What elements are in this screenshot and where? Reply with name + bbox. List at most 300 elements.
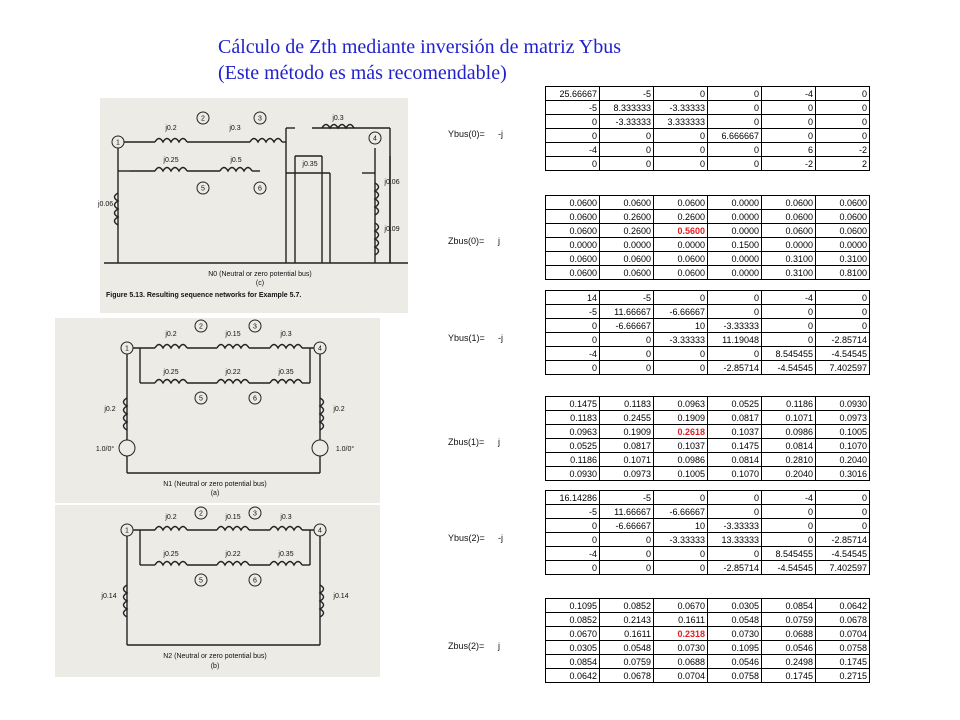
- matrix-cell: -4: [762, 491, 816, 505]
- slide-title: [218, 34, 621, 86]
- matrix-cell: 0.1611: [654, 613, 708, 627]
- matrix-cell: 0.2600: [600, 210, 654, 224]
- matrix-cell: 0: [762, 115, 816, 129]
- matrix-cell: 0: [816, 319, 870, 333]
- branch-label: j0.35: [278, 551, 294, 558]
- matrix-cell: 0.8100: [816, 266, 870, 280]
- matrix-row: [546, 266, 870, 280]
- matrix-cell: 0.1071: [600, 453, 654, 467]
- matrix-cell: 0: [708, 505, 762, 519]
- matrix-row: [546, 361, 870, 375]
- matrix-cell: 0: [546, 361, 600, 375]
- matrix-cell: 0.0000: [762, 238, 816, 252]
- matrix-cell: 2: [816, 157, 870, 171]
- matrix-cell: 25.66667: [546, 87, 600, 101]
- matrix-cell: 0.0000: [708, 266, 762, 280]
- matrix-cell: 0.0600: [762, 224, 816, 238]
- node-1: 1: [116, 139, 120, 147]
- branch-label: j0.2: [104, 406, 116, 413]
- matrix-cell: -5: [546, 101, 600, 115]
- matrix-cell: 0: [708, 347, 762, 361]
- matrix-row: [546, 561, 870, 575]
- matrix-cell: 0.0000: [654, 238, 708, 252]
- branch-label: j0.25: [163, 369, 179, 376]
- matrix-cell: 0.0642: [546, 669, 600, 683]
- matrix-cell: 14: [546, 291, 600, 305]
- matrix-cell: 6.666667: [708, 129, 762, 143]
- matrix-cell: 0.0852: [600, 599, 654, 613]
- matrix-cell: 0: [816, 129, 870, 143]
- matrix-cell: 0: [708, 115, 762, 129]
- matrix-cell: 0: [762, 519, 816, 533]
- matrix-cell: 0.3100: [762, 252, 816, 266]
- matrix-cell: -4.54545: [816, 547, 870, 561]
- matrix-label-zbus0: Zbus(0)=: [448, 236, 485, 246]
- matrix-cell: 0.0817: [600, 439, 654, 453]
- branch-label: j0.06: [98, 201, 114, 208]
- matrix-row: [546, 196, 870, 210]
- matrix-cell: -3.33333: [654, 333, 708, 347]
- matrix-cell: 0: [654, 291, 708, 305]
- node-2: 2: [199, 323, 203, 331]
- node-6: 6: [253, 395, 257, 403]
- matrix-cell: -2: [762, 157, 816, 171]
- matrix-cell: 0.2498: [762, 655, 816, 669]
- matrix-cell: 0.2455: [600, 411, 654, 425]
- branch-label: j0.2: [333, 406, 345, 413]
- matrix-cell: 0: [762, 101, 816, 115]
- matrix-cell: -3.33333: [708, 519, 762, 533]
- matrix-cell: 0.0704: [654, 669, 708, 683]
- branch-label: j0.35: [278, 369, 294, 376]
- matrix-cell: -3.33333: [600, 115, 654, 129]
- matrix-cell: -3.33333: [708, 319, 762, 333]
- matrix-zbus2: [545, 598, 870, 683]
- matrix-cell: 0.0678: [816, 613, 870, 627]
- title-line-2: (Este método es más recomendable): [218, 62, 507, 84]
- matrix-row: [546, 641, 870, 655]
- matrix-cell: -6.66667: [600, 519, 654, 533]
- matrix-cell: 0.1500: [708, 238, 762, 252]
- matrix-cell: 0.2143: [600, 613, 654, 627]
- matrix-row: [546, 467, 870, 481]
- matrix-cell: 0.0986: [654, 453, 708, 467]
- positive-sequence-diagram: [55, 318, 380, 503]
- matrix-cell: 0.0600: [816, 224, 870, 238]
- positive-sequence-circuit: [55, 318, 380, 503]
- matrix-row: [546, 101, 870, 115]
- matrix-cell: 0.2318: [654, 627, 708, 641]
- matrix-cell: -4.54545: [762, 361, 816, 375]
- branch-label: j0.15: [225, 331, 241, 338]
- matrix-cell: 7.402597: [816, 561, 870, 575]
- matrix-cell: 0.0600: [816, 196, 870, 210]
- matrix-cell: 0: [708, 291, 762, 305]
- matrix-cell: 0: [816, 505, 870, 519]
- branch-label: j0.2: [165, 125, 177, 132]
- matrix-cell: 0.0670: [546, 627, 600, 641]
- matrix-cell: 0: [546, 519, 600, 533]
- matrix-cell: -3.33333: [654, 533, 708, 547]
- matrix-cell: 11.66667: [600, 305, 654, 319]
- matrix-ybus0: [545, 86, 870, 171]
- matrix-row: [546, 425, 870, 439]
- figure-caption: Figure 5.13. Resulting sequence networks for Example 5.7.: [106, 292, 302, 299]
- matrix-cell: 10: [654, 319, 708, 333]
- matrix-row: [546, 224, 870, 238]
- matrix-cell: 0.0000: [708, 210, 762, 224]
- matrix-row: [546, 397, 870, 411]
- matrix-cell: 0.0600: [654, 196, 708, 210]
- matrix-cell: 0.0000: [546, 238, 600, 252]
- matrix-cell: 0.0730: [654, 641, 708, 655]
- matrix-cell: 0.0600: [762, 210, 816, 224]
- branch-label: j0.15: [225, 514, 241, 521]
- matrix-cell: 0: [654, 561, 708, 575]
- matrix-row: [546, 115, 870, 129]
- title-line-1: Cálculo de Zth mediante inversión de matriz Ybus: [218, 36, 622, 58]
- matrix-cell: 0.2618: [654, 425, 708, 439]
- matrix-cell: 0.0000: [708, 196, 762, 210]
- matrix-row: [546, 627, 870, 641]
- node-3: 3: [258, 115, 262, 123]
- matrix-cell: 16.14286: [546, 491, 600, 505]
- matrix-cell: 0.0814: [762, 439, 816, 453]
- matrix-cell: 0: [816, 87, 870, 101]
- matrix-cell: 0: [654, 547, 708, 561]
- node-6: 6: [253, 577, 257, 585]
- matrix-cell: -5: [546, 505, 600, 519]
- matrix-cell: 0: [654, 347, 708, 361]
- matrix-row: [546, 87, 870, 101]
- matrix-cell: -4: [546, 143, 600, 157]
- branch-label: j0.14: [101, 593, 117, 600]
- matrix-cell: -5: [600, 491, 654, 505]
- matrix-cell: 0.0305: [546, 641, 600, 655]
- matrix-cell: 0.0759: [762, 613, 816, 627]
- matrix-cell: 0.0600: [600, 266, 654, 280]
- branch-label: j0.5: [230, 157, 242, 164]
- matrix-sign-zbus1: j: [498, 437, 500, 447]
- matrix-cell: 0: [816, 305, 870, 319]
- matrix-cell: -2.85714: [708, 361, 762, 375]
- matrix-cell: 0.1745: [816, 655, 870, 669]
- matrix-cell: 0.0854: [762, 599, 816, 613]
- matrix-sign-ybus2: -j: [498, 533, 503, 543]
- matrix-cell: 0: [654, 143, 708, 157]
- matrix-cell: -3.33333: [654, 101, 708, 115]
- matrix-row: [546, 305, 870, 319]
- matrix-cell: 0.1095: [708, 641, 762, 655]
- matrix-row: [546, 655, 870, 669]
- matrix-cell: 0.0000: [816, 238, 870, 252]
- matrix-cell: 0.0600: [546, 252, 600, 266]
- matrix-cell: 8.333333: [600, 101, 654, 115]
- matrix-label-ybus0: Ybus(0)=: [448, 129, 485, 139]
- matrix-cell: 0.0642: [816, 599, 870, 613]
- matrix-cell: 0.0963: [546, 425, 600, 439]
- negative-sequence-circuit: [55, 505, 380, 677]
- matrix-cell: 0.1475: [546, 397, 600, 411]
- matrix-row: [546, 453, 870, 467]
- matrix-row: [546, 491, 870, 505]
- matrix-row: [546, 129, 870, 143]
- matrix-row: [546, 613, 870, 627]
- matrix-zbus1: [545, 396, 870, 481]
- matrix-row: [546, 333, 870, 347]
- matrix-cell: 0: [654, 157, 708, 171]
- matrix-cell: 0: [654, 129, 708, 143]
- matrix-cell: 0.0758: [816, 641, 870, 655]
- matrix-cell: 8.545455: [762, 347, 816, 361]
- matrix-cell: 0: [816, 115, 870, 129]
- matrix-cell: 0.1183: [600, 397, 654, 411]
- matrix-cell: 0.2040: [762, 467, 816, 481]
- matrix-row: [546, 519, 870, 533]
- matrix-cell: 0.5600: [654, 224, 708, 238]
- node-4: 4: [318, 527, 322, 535]
- matrix-label-zbus2: Zbus(2)=: [448, 641, 485, 651]
- matrix-cell: 0.0000: [600, 238, 654, 252]
- matrix-cell: 0: [546, 333, 600, 347]
- matrix-cell: 0.1037: [654, 439, 708, 453]
- matrix-cell: 0.0600: [546, 224, 600, 238]
- matrix-row: [546, 319, 870, 333]
- panel-label: (c): [255, 280, 265, 287]
- matrix-cell: 0.3016: [816, 467, 870, 481]
- matrix-cell: 0: [654, 87, 708, 101]
- branch-label: j0.14: [333, 593, 349, 600]
- matrix-cell: 0.0759: [600, 655, 654, 669]
- matrix-cell: 0.0973: [816, 411, 870, 425]
- matrix-cell: 0.1183: [546, 411, 600, 425]
- matrix-cell: 0.1071: [762, 411, 816, 425]
- matrix-zbus0: [545, 195, 870, 280]
- matrix-cell: 0: [546, 533, 600, 547]
- matrix-cell: 0.1909: [600, 425, 654, 439]
- matrix-cell: -5: [546, 305, 600, 319]
- matrix-cell: 0: [708, 491, 762, 505]
- matrix-cell: 0: [762, 319, 816, 333]
- matrix-cell: 0: [600, 347, 654, 361]
- matrix-cell: 0: [546, 129, 600, 143]
- matrix-cell: 0.0000: [708, 252, 762, 266]
- matrix-cell: 0.0600: [654, 252, 708, 266]
- matrix-cell: 0.0600: [600, 252, 654, 266]
- matrix-cell: 0.0678: [600, 669, 654, 683]
- matrix-cell: 0: [546, 157, 600, 171]
- matrix-cell: 0: [762, 129, 816, 143]
- matrix-cell: 0.0600: [654, 266, 708, 280]
- matrix-cell: 0.0730: [708, 627, 762, 641]
- matrix-cell: 0.0600: [762, 196, 816, 210]
- matrix-cell: 0: [600, 547, 654, 561]
- matrix-row: [546, 210, 870, 224]
- matrix-cell: 0.0854: [546, 655, 600, 669]
- matrix-cell: -2: [816, 143, 870, 157]
- matrix-cell: 0.1070: [816, 439, 870, 453]
- matrix-cell: 0: [762, 505, 816, 519]
- matrix-cell: -2.85714: [708, 561, 762, 575]
- matrix-row: [546, 669, 870, 683]
- matrix-cell: 0.3100: [816, 252, 870, 266]
- matrix-cell: 3.333333: [654, 115, 708, 129]
- node-4: 4: [318, 345, 322, 353]
- matrix-cell: 0.1005: [816, 425, 870, 439]
- matrix-cell: 0.0852: [546, 613, 600, 627]
- matrix-cell: 0.0817: [708, 411, 762, 425]
- matrix-row: [546, 547, 870, 561]
- matrix-cell: 0.0973: [600, 467, 654, 481]
- matrix-cell: 0.2600: [654, 210, 708, 224]
- matrix-cell: 0.1909: [654, 411, 708, 425]
- matrix-cell: 0.0000: [708, 224, 762, 238]
- matrix-cell: 0: [600, 561, 654, 575]
- matrix-cell: 0.0600: [816, 210, 870, 224]
- matrix-cell: 0: [600, 533, 654, 547]
- negative-sequence-diagram: [55, 505, 380, 677]
- matrix-cell: -4: [546, 547, 600, 561]
- node-2: 2: [201, 115, 205, 123]
- matrix-cell: 0: [762, 533, 816, 547]
- matrix-cell: 0: [708, 143, 762, 157]
- branch-label: j0.25: [163, 157, 179, 164]
- matrix-cell: -5: [600, 291, 654, 305]
- matrix-cell: 0.0525: [546, 439, 600, 453]
- matrix-cell: 0.0546: [762, 641, 816, 655]
- node-3: 3: [253, 510, 257, 518]
- matrix-cell: 0.1186: [762, 397, 816, 411]
- matrix-ybus1: [545, 290, 870, 375]
- matrix-cell: 0.0963: [654, 397, 708, 411]
- matrix-cell: 0: [546, 319, 600, 333]
- matrix-cell: 0.0670: [654, 599, 708, 613]
- branch-label: j0.22: [225, 551, 241, 558]
- node-5: 5: [201, 185, 205, 193]
- node-5: 5: [199, 395, 203, 403]
- matrix-cell: 0: [600, 157, 654, 171]
- matrix-row: [546, 347, 870, 361]
- matrix-cell: 0.0548: [708, 613, 762, 627]
- matrix-cell: 0: [762, 305, 816, 319]
- matrix-cell: 0.0600: [600, 196, 654, 210]
- matrix-label-ybus1: Ybus(1)=: [448, 333, 485, 343]
- matrix-cell: 0: [816, 491, 870, 505]
- zero-sequence-circuit: [100, 98, 435, 313]
- matrix-cell: 0.2040: [816, 453, 870, 467]
- neutral-label: N0 (Neutral or zero potential bus): [208, 271, 312, 278]
- matrix-cell: 0.1745: [762, 669, 816, 683]
- matrix-cell: 0.1005: [654, 467, 708, 481]
- matrix-cell: 0: [600, 129, 654, 143]
- matrix-cell: 0: [546, 115, 600, 129]
- matrix-cell: 0.0930: [816, 397, 870, 411]
- matrix-ybus2: [545, 490, 870, 575]
- matrix-row: [546, 143, 870, 157]
- matrix-row: [546, 439, 870, 453]
- panel-label: (b): [210, 663, 220, 670]
- matrix-row: [546, 291, 870, 305]
- matrix-cell: 0: [762, 333, 816, 347]
- matrix-cell: -4.54545: [816, 347, 870, 361]
- matrix-row: [546, 505, 870, 519]
- matrix-cell: -4.54545: [762, 561, 816, 575]
- matrix-cell: 0.0758: [708, 669, 762, 683]
- matrix-cell: 0.1037: [708, 425, 762, 439]
- node-4: 4: [373, 135, 377, 143]
- matrix-cell: 0.0688: [654, 655, 708, 669]
- matrix-cell: 8.545455: [762, 547, 816, 561]
- matrix-cell: -5: [600, 87, 654, 101]
- matrix-label-ybus2: Ybus(2)=: [448, 533, 485, 543]
- matrix-cell: -2.85714: [816, 533, 870, 547]
- matrix-cell: -6.66667: [600, 319, 654, 333]
- matrix-cell: 0.1611: [600, 627, 654, 641]
- matrix-cell: 0: [600, 333, 654, 347]
- matrix-cell: 0.0548: [600, 641, 654, 655]
- matrix-cell: 0: [654, 361, 708, 375]
- matrix-cell: -4: [762, 87, 816, 101]
- matrix-cell: -6.66667: [654, 305, 708, 319]
- matrix-cell: 0.1095: [546, 599, 600, 613]
- branch-label: j0.09: [384, 226, 400, 233]
- matrix-cell: 0.0986: [762, 425, 816, 439]
- matrix-cell: 0.3100: [762, 266, 816, 280]
- branch-label: j0.3: [229, 125, 241, 132]
- node-1: 1: [125, 527, 129, 535]
- matrix-sign-zbus0: j: [498, 236, 500, 246]
- matrix-cell: 0: [600, 143, 654, 157]
- matrix-cell: 0.2715: [816, 669, 870, 683]
- branch-label: j0.2: [165, 331, 177, 338]
- node-5: 5: [199, 577, 203, 585]
- matrix-row: [546, 599, 870, 613]
- matrix-cell: 0: [708, 157, 762, 171]
- branch-label: j0.25: [163, 551, 179, 558]
- matrix-cell: 0: [708, 547, 762, 561]
- branch-label: j0.22: [225, 369, 241, 376]
- matrix-cell: -6.66667: [654, 505, 708, 519]
- matrix-cell: 0.0814: [708, 453, 762, 467]
- matrix-cell: 6: [762, 143, 816, 157]
- branch-label: j0.3: [280, 331, 292, 338]
- matrix-cell: 0: [708, 87, 762, 101]
- zero-sequence-diagram: [100, 98, 435, 313]
- matrix-row: [546, 157, 870, 171]
- matrix-row: [546, 533, 870, 547]
- matrix-cell: 7.402597: [816, 361, 870, 375]
- matrix-sign-ybus0: -j: [498, 129, 503, 139]
- matrix-cell: 0.0525: [708, 397, 762, 411]
- matrix-cell: -2.85714: [816, 333, 870, 347]
- branch-label: j0.06: [384, 179, 400, 186]
- matrix-cell: 0: [546, 561, 600, 575]
- matrix-cell: 0.1186: [546, 453, 600, 467]
- matrix-row: [546, 411, 870, 425]
- voltage-source-label: 1.0/0°: [335, 446, 355, 453]
- matrix-cell: 0.0600: [546, 196, 600, 210]
- matrix-cell: 0.2600: [600, 224, 654, 238]
- neutral-label: N1 (Neutral or zero potential bus): [163, 481, 267, 488]
- matrix-cell: 11.19048: [708, 333, 762, 347]
- matrix-cell: 13.33333: [708, 533, 762, 547]
- branch-label: j0.3: [332, 115, 344, 122]
- matrix-cell: 0.1475: [708, 439, 762, 453]
- panel-label: (a): [210, 490, 220, 497]
- matrix-cell: 0.0688: [762, 627, 816, 641]
- voltage-source-label: 1.0/0°: [95, 446, 115, 453]
- matrix-cell: -4: [762, 291, 816, 305]
